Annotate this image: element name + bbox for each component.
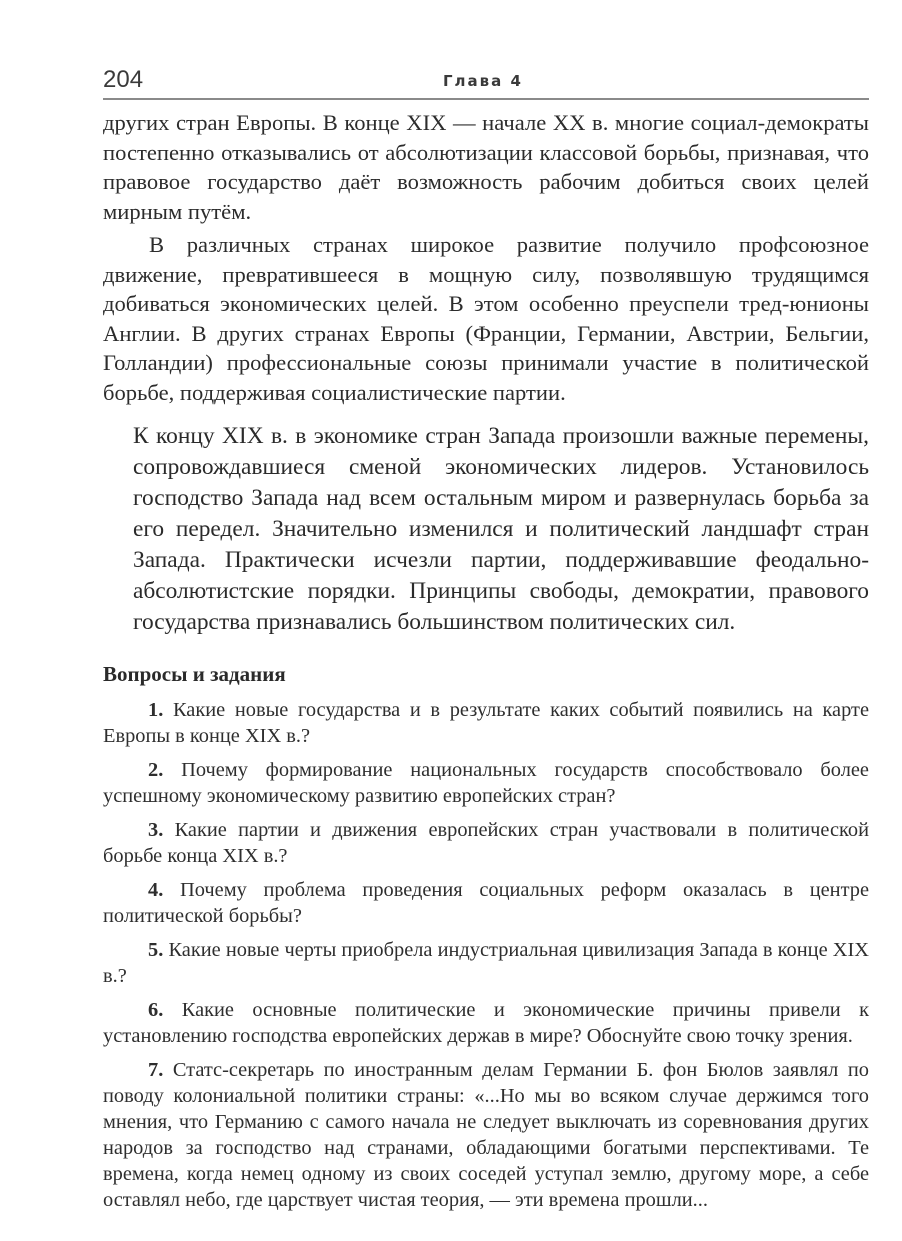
question-item [103, 877, 869, 929]
question-text: Какие новые государства и в результате каких событий появились на карте Европы в конце XIX в.? [103, 699, 869, 748]
question-item [103, 997, 869, 1049]
chapter-title: Глава 4 [443, 72, 523, 90]
running-header [103, 66, 869, 100]
question-number: 7. [148, 1059, 164, 1082]
question-number: 2. [148, 759, 164, 782]
questions-list [103, 697, 869, 1213]
question-item [103, 937, 869, 989]
question-number: 1. [148, 699, 164, 722]
book-page [103, 66, 869, 1213]
question-number: 3. [148, 819, 164, 842]
question-text: Статс-секретарь по иностранным делам Германии Б. фон Бюлов заявлял по поводу колониальной политики страны: «...Но мы во всяком случае держимся того мнения, что Германию с самого начала не следует выключать из соревнования других народов за господство над странами, обладающими богатыми перспективами. Те времена, когда немец одному из своих соседей уступал землю, другому море, а себе оставлял небо, где царствует чистая теория, — эти времена прошли... [103, 1059, 869, 1212]
question-item [103, 757, 869, 809]
question-text: Какие партии и движения европейских стран участвовали в политической борьбе конца XIX в.? [103, 819, 869, 868]
question-text: Почему формирование национальных государств способствовало более успешному экономическому развитию европейских стран? [103, 759, 869, 808]
question-number: 5. [148, 939, 164, 962]
question-number: 6. [148, 999, 164, 1022]
question-text: Какие новые черты приобрела индустриальная цивилизация Запада в конце XIX в.? [103, 939, 869, 988]
question-text: Какие основные политические и экономические причины привели к установлению господства европейских держав в мире? Обоснуйте свою точку зрения. [103, 999, 869, 1048]
question-item [103, 1057, 869, 1213]
body-paragraph: других стран Европы. В конце XIX — начале XX в. многие социал-демократы постепенно отказывались от абсолютизации классовой борьбы, признавая, что правовое государство даёт возможность рабочим добиться своих целей мирным путём. [103, 110, 869, 224]
questions-heading: Вопросы и задания [103, 662, 286, 687]
question-item [103, 697, 869, 749]
chapter-summary: К концу XIX в. в экономике стран Запада произошли важные перемены, сопровождавшиеся сменой экономических лидеров. Установилось господство Запада над всем остальным миром и развернулась борьба за его передел. Значительно изменился и политический ландшафт стран Запада. Практически исчезли партии, поддерживавшие феодально-абсолютистские порядки. Принципы свободы, демократии, правового государства признавались большинством политических сил. [133, 423, 869, 635]
question-number: 4. [148, 879, 164, 902]
body-paragraph: В различных странах широкое развитие получило профсоюзное движение, превратившееся в мощную силу, позволявшую трудящимся добиваться экономических целей. В этом особенно преуспели тред-юнионы Англии. В других странах Европы (Франции, Германии, Австрии, Бельгии, Голландии) профессиональные союзы принимали участие в политической борьбе, поддерживая социалистические партии. [103, 232, 869, 405]
question-text: Почему проблема проведения социальных реформ оказалась в центре политической борьбы? [103, 879, 869, 928]
question-item [103, 817, 869, 869]
page-number: 204 [103, 66, 144, 93]
